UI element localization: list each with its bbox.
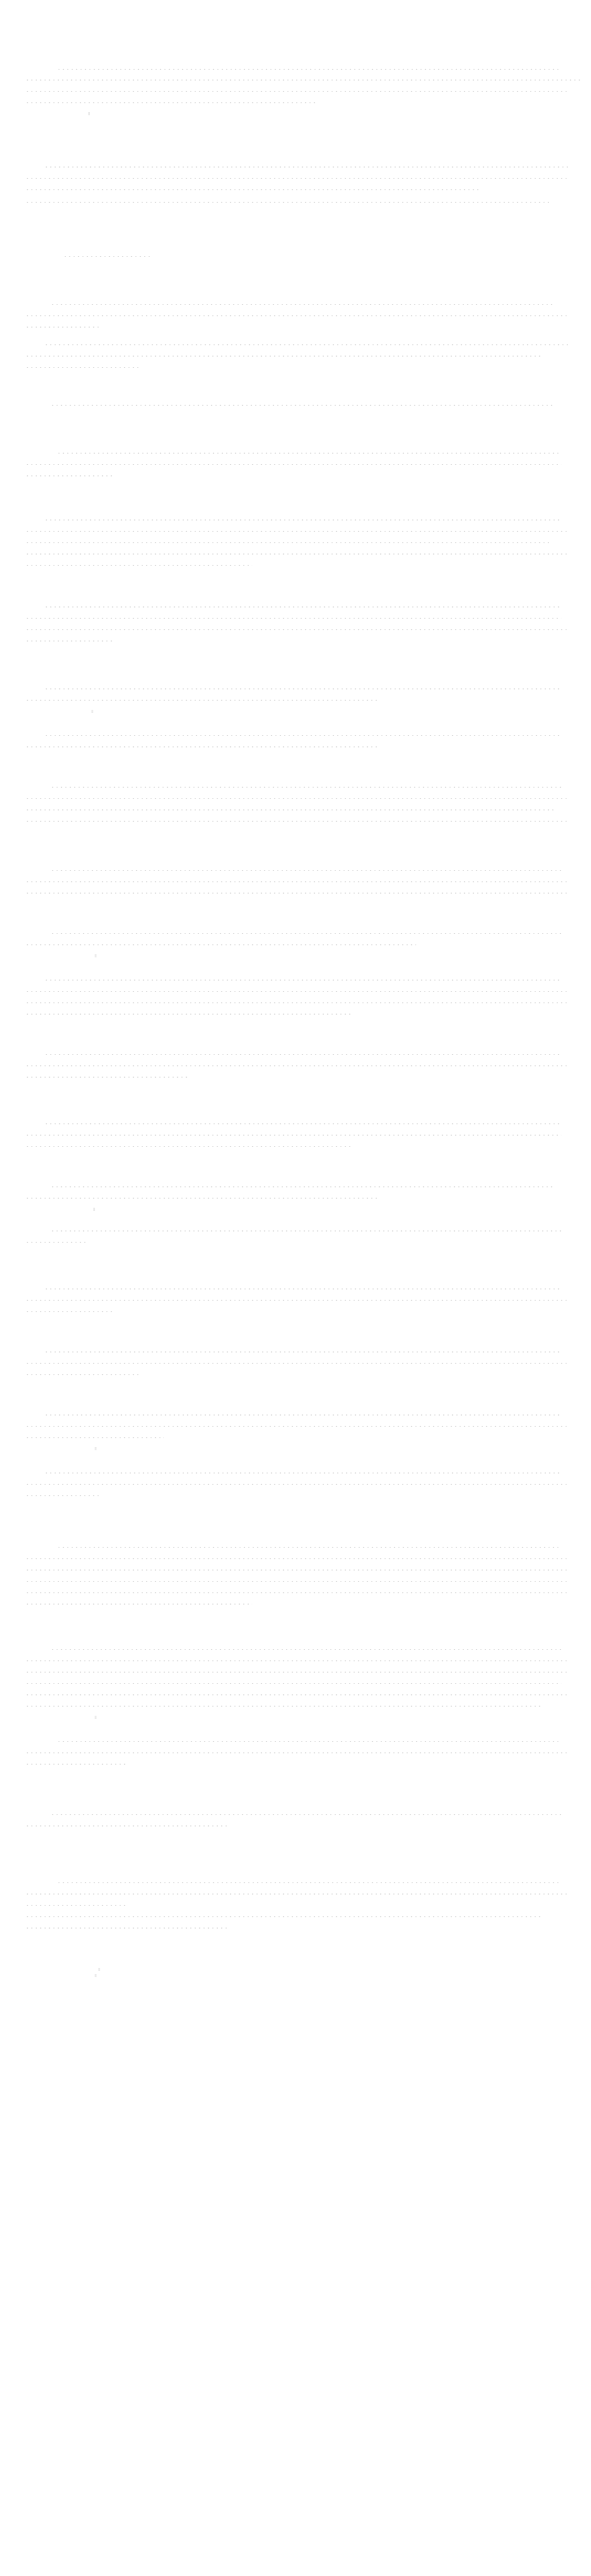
text-line [44,978,561,982]
text-line [44,734,561,737]
text-line [25,1145,353,1148]
text-line [50,1648,561,1651]
text-line [25,745,378,749]
text-line [25,639,114,643]
text-line [50,1229,561,1233]
text-line [25,943,416,947]
text-line [57,67,561,71]
text-line [50,303,555,306]
text-mark [95,1447,97,1450]
text-line [50,1813,561,1816]
text-mark [95,954,97,957]
text-line [25,1915,542,1919]
text-line [25,354,542,358]
text-line [25,1704,542,1708]
text-line [25,797,568,800]
text-line [57,1545,561,1549]
text-line [25,1436,164,1440]
text-line [25,78,580,82]
text-line [25,1602,252,1606]
text-line [25,529,568,533]
text-line [25,1751,568,1755]
text-line [25,101,315,105]
text-line [25,1494,101,1498]
text-line [25,1892,568,1896]
text-mark [98,1968,100,1971]
text-line [25,1682,561,1685]
text-line [57,451,561,455]
text-line [25,1373,139,1377]
text-line [44,1413,561,1417]
text-line [57,1881,561,1885]
text-line [25,1075,189,1079]
text-line [44,1053,561,1056]
text-line [50,403,555,407]
text-line [50,785,561,789]
text-line [25,1133,561,1137]
text-line [44,605,561,609]
text-mark [88,112,90,115]
text-line [25,325,101,329]
text-line [50,1185,555,1189]
text-line [25,1482,568,1486]
text-line [25,1903,126,1907]
text-line [25,1568,568,1572]
text-line [44,1471,561,1475]
text-line [25,1659,568,1663]
text-line [25,698,378,702]
text-line [25,1580,568,1583]
text-line [25,1693,568,1697]
text-line [25,176,568,180]
text-line [44,518,561,522]
text-line [25,1298,568,1302]
text-line [25,819,568,823]
text-line [25,1670,568,1674]
text-line [25,314,568,318]
text-line [25,628,568,632]
text-line [25,90,568,93]
text-line [25,990,568,993]
text-line [25,1001,568,1005]
text-mark [95,1974,97,1977]
text-line [25,616,561,620]
text-line [44,687,561,691]
text-line [25,1361,568,1365]
text-line [25,563,252,567]
text-line [63,255,151,258]
text-line [44,165,568,169]
text-mark [95,1716,97,1719]
text-line [25,366,139,369]
text-line [25,808,555,812]
text-line [44,1350,561,1354]
text-line [50,932,561,935]
text-line [25,1310,114,1314]
text-line [57,1740,561,1743]
text-line [25,1591,568,1595]
text-line [44,1122,561,1126]
text-line [25,1064,568,1068]
text-line [25,1424,568,1428]
text-line [25,891,568,895]
text-line [25,1240,88,1244]
text-line [25,200,549,204]
text-line [44,343,568,347]
text-line [50,869,561,872]
text-line [25,1824,227,1828]
text-line [25,1557,568,1561]
text-line [25,474,114,478]
text-line [25,1762,126,1766]
text-line [25,880,568,884]
text-line [25,1926,227,1930]
text-mark [93,1208,95,1211]
text-line [25,1012,353,1016]
text-line [25,552,568,556]
text-line [25,188,479,192]
text-line [25,463,561,466]
text-line [25,541,549,545]
text-mark [91,710,93,713]
text-line [44,1287,561,1291]
text-line [25,1196,378,1200]
